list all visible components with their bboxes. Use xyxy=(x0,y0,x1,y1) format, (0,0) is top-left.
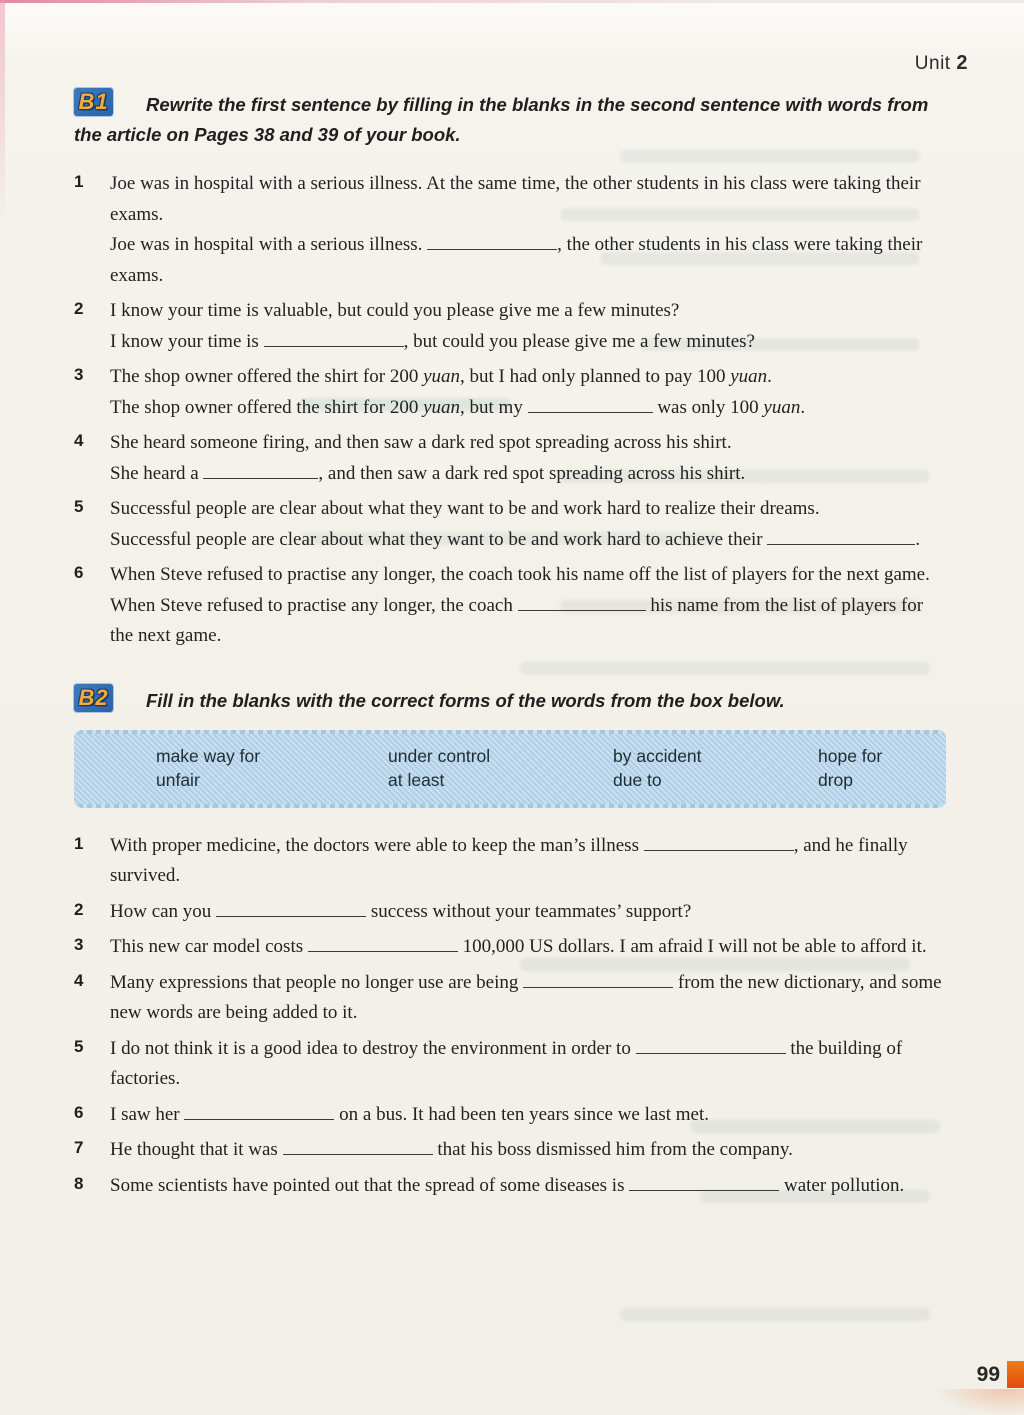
b2-item-7 xyxy=(74,1135,946,1166)
unit-label: Unit xyxy=(914,53,951,74)
item-number: 3 xyxy=(74,365,84,384)
item-text xyxy=(110,932,946,963)
word-box-item: unfair xyxy=(156,770,200,790)
sentence-part: This new car model costs xyxy=(110,936,308,957)
sentence-second xyxy=(110,393,946,424)
sentence-second xyxy=(110,459,946,490)
sentence-part: How can you xyxy=(110,900,217,922)
item-text xyxy=(110,296,946,357)
word-box-item: by accident xyxy=(613,746,702,766)
blank-line xyxy=(523,972,673,988)
word-box-item: under control xyxy=(388,746,491,766)
blank-line xyxy=(264,331,404,347)
b1-item-3 xyxy=(74,362,946,423)
blank-line xyxy=(216,901,366,917)
sentence-part: The shop owner offered the shirt for 200 xyxy=(110,366,424,387)
b1-section-badge: B1 xyxy=(74,88,113,116)
item-number: 6 xyxy=(74,1102,84,1122)
sentence-part: , but I had only planned to pay 100 xyxy=(460,366,731,387)
sentence-part: success without your teammates’ support? xyxy=(366,900,692,922)
b1-item-4 xyxy=(74,428,946,489)
item-number: 5 xyxy=(74,497,84,516)
sentence-second xyxy=(110,591,946,652)
sentence-part: With proper medicine, the doctors were able to keep the man’s illness xyxy=(110,834,644,856)
sentence-part: . xyxy=(800,396,806,418)
sentence xyxy=(110,831,946,892)
item-text xyxy=(110,1171,946,1202)
sentence xyxy=(110,1100,946,1131)
scan-top-edge xyxy=(0,0,1024,3)
b2-item-6 xyxy=(74,1100,946,1131)
page-number: 99 xyxy=(976,1362,1000,1386)
sentence-part: , and he finally survived. xyxy=(110,834,908,886)
b2-section-badge: B2 xyxy=(74,684,113,712)
item-text xyxy=(110,494,946,555)
page-content xyxy=(74,90,946,1206)
sentence-part: Some scientists have pointed out that the spread of some diseases is xyxy=(110,1174,630,1196)
sentence-part: that his boss dismissed him from the company. xyxy=(432,1139,793,1160)
sentence-part: Joe was in hospital with a serious illness. xyxy=(110,234,428,255)
scan-left-edge xyxy=(0,0,5,230)
sentence-first: She heard someone firing, and then saw a dark red spot spreading across his shirt. xyxy=(110,432,732,453)
item-number: 4 xyxy=(74,431,84,450)
sentence-first: Successful people are clear about what they want to be and work hard to realize their dreams. xyxy=(110,498,820,519)
sentence-first: When Steve refused to practise any longer, the coach took his name off the list of players for the next game. xyxy=(110,564,930,585)
item-number: 2 xyxy=(74,299,84,318)
item-number: 3 xyxy=(74,935,84,954)
b2-item-1 xyxy=(74,831,946,892)
b2-item-8 xyxy=(74,1171,946,1202)
b1-item-5 xyxy=(74,494,946,555)
b1-item-1 xyxy=(74,169,946,291)
sentence-first: I know your time is valuable, but could you please give me a few minutes? xyxy=(110,300,680,321)
sentence xyxy=(110,897,946,928)
item-text xyxy=(110,1135,946,1166)
sentence-part: She heard a xyxy=(110,462,204,484)
sentence-part: his name from the list of players for the next game. xyxy=(110,594,924,646)
item-number: 5 xyxy=(74,1036,84,1056)
b1-item-2 xyxy=(74,296,946,357)
sentence-part: was only 100 xyxy=(652,396,764,418)
sentence xyxy=(110,1171,946,1202)
b2-item-5 xyxy=(74,1034,946,1095)
sentence xyxy=(110,1135,946,1166)
b2-item-3 xyxy=(74,932,946,963)
b1-item-6 xyxy=(74,560,946,652)
sentence-first: Joe was in hospital with a serious illness. At the same time, the other students in his class were taking their exams. xyxy=(110,173,921,225)
sentence-part: water pollution. xyxy=(779,1174,905,1196)
unit-number: 2 xyxy=(956,52,968,74)
sentence-second xyxy=(110,327,946,358)
blank-line xyxy=(427,234,557,250)
blank-line xyxy=(308,936,458,952)
sentence-part: , but could you please give me a few minutes? xyxy=(403,330,755,352)
blank-line xyxy=(636,1038,786,1054)
item-number: 4 xyxy=(74,970,84,990)
scan-corner-smudge xyxy=(934,1389,1024,1415)
item-text xyxy=(110,362,946,423)
b1-instruction-row xyxy=(74,90,946,150)
word-box-item: at least xyxy=(388,770,445,790)
item-number: 7 xyxy=(74,1138,84,1157)
sentence-part: I know your time is xyxy=(110,330,264,352)
italic-word: yuan xyxy=(423,396,461,418)
italic-word: yuan xyxy=(730,366,768,387)
b1-exercise-list xyxy=(74,169,946,652)
sentence-part: The shop owner offered the shirt for 200 xyxy=(110,396,424,418)
word-box-item: due to xyxy=(613,770,662,790)
item-text xyxy=(110,560,946,652)
blank-line xyxy=(203,463,318,479)
blank-line xyxy=(767,529,915,545)
blank-line xyxy=(528,397,653,413)
sentence-part: the building of factories. xyxy=(110,1037,903,1089)
b1-instruction-text: Rewrite the first sentence by filling in the blanks in the second sentence with words from the article on Pages 38 and 39 of your book. xyxy=(74,94,929,145)
unit-header xyxy=(915,52,968,75)
blank-line xyxy=(644,835,794,851)
item-text xyxy=(110,169,946,291)
sentence-part: . xyxy=(915,528,921,550)
item-text xyxy=(110,428,946,489)
blank-line xyxy=(518,595,646,611)
sentence xyxy=(110,1034,946,1095)
sentence-part: from the new dictionary, and some new words are being added to it. xyxy=(110,971,942,1023)
sentence-part: I saw her xyxy=(110,1103,185,1125)
item-text xyxy=(110,1100,946,1131)
item-text xyxy=(110,968,946,1029)
page-edge-tab xyxy=(1007,1361,1024,1388)
item-number: 2 xyxy=(74,899,84,919)
sentence-part: When Steve refused to practise any longer, the coach xyxy=(110,594,518,616)
word-box-item: make way for xyxy=(156,746,261,766)
sentence-part: on a bus. It had been ten years since we last met. xyxy=(334,1103,709,1125)
sentence-part: He thought that it was xyxy=(110,1139,283,1160)
b2-exercise-list xyxy=(74,831,946,1202)
italic-word: yuan xyxy=(763,396,801,418)
item-text xyxy=(110,897,946,928)
sentence-part: I do not think it is a good idea to destroy the environment in order to xyxy=(110,1037,636,1059)
sentence xyxy=(110,932,946,963)
sentence-part: , but my xyxy=(460,396,528,418)
b2-item-4 xyxy=(74,968,946,1029)
sentence-part: . xyxy=(767,366,772,387)
item-number: 6 xyxy=(74,563,84,582)
word-box xyxy=(74,730,946,808)
italic-word: yuan xyxy=(423,366,461,387)
sentence-second xyxy=(110,525,946,556)
sentence-part: Many expressions that people no longer use are being xyxy=(110,971,524,993)
b2-instruction-text: Fill in the blanks with the correct forms of the words from the box below. xyxy=(146,689,785,711)
item-text xyxy=(110,831,946,892)
sentence-part: 100,000 US dollars. I am afraid I will not be able to afford it. xyxy=(457,936,927,957)
word-box-item: drop xyxy=(818,770,854,790)
page-footer xyxy=(977,1361,1024,1388)
b2-item-2 xyxy=(74,897,946,928)
sentence-second xyxy=(110,230,946,291)
blank-line xyxy=(184,1104,334,1120)
blank-line xyxy=(283,1139,433,1155)
sentence-first xyxy=(110,362,946,393)
sentence-part: , the other students in his class were taking their exams. xyxy=(110,234,923,286)
item-number: 1 xyxy=(74,172,84,191)
blank-line xyxy=(629,1175,779,1191)
item-number: 8 xyxy=(74,1173,84,1193)
sentence-part: , and then saw a dark red spot spreading across his shirt. xyxy=(318,462,746,484)
b2-instruction-row xyxy=(74,686,946,716)
item-number: 1 xyxy=(74,833,84,853)
item-text xyxy=(110,1034,946,1095)
sentence-part: Successful people are clear about what they want to be and work hard to achieve their xyxy=(110,528,768,550)
sentence xyxy=(110,968,946,1029)
word-box-item: hope for xyxy=(818,746,883,766)
